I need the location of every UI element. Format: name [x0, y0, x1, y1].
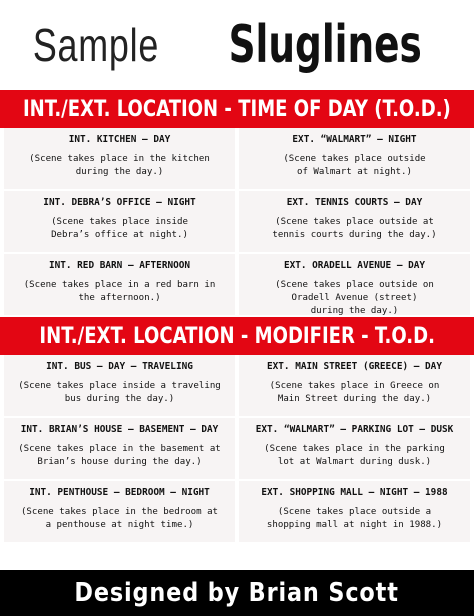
section2-heading: INT./EXT. LOCATION - MODIFIER - T.O.D.	[39, 323, 435, 349]
slug-description: (Scene takes place outside of Walmart at night.)	[283, 154, 426, 177]
slug-description: (Scene takes place in the kitchen during the day.)	[29, 154, 210, 177]
section2-banner	[0, 317, 474, 355]
slug-description: (Scene takes place in the basement at Brian’s house during the day.)	[18, 444, 221, 467]
slug-description: (Scene takes place inside a traveling bus during the day.)	[18, 381, 221, 404]
slug-line: EXT. SHOPPING MALL – NIGHT – 1988	[261, 487, 448, 498]
slug-description: (Scene takes place in Greece on Main Street during the day.)	[269, 381, 440, 404]
slug-description: (Scene takes place outside a shopping mall at night in 1988.)	[266, 507, 443, 530]
title-bold-word: Sluglines	[228, 15, 422, 75]
section1-heading: INT./EXT. LOCATION - TIME OF DAY (T.O.D.)	[23, 96, 451, 122]
slug-line: INT. BRIAN’S HOUSE – BASEMENT – DAY	[20, 424, 219, 435]
slug-card	[239, 191, 470, 254]
slug-line: EXT. “WALMART” – PARKING LOT – DUSK	[255, 424, 454, 435]
slug-card	[239, 254, 470, 317]
section1-banner	[0, 90, 474, 128]
slug-line: EXT. “WALMART” – NIGHT	[292, 134, 417, 145]
slug-card	[4, 481, 235, 544]
slug-card	[4, 254, 235, 317]
slug-line: EXT. ORADELL AVENUE – DAY	[283, 260, 426, 271]
slug-card	[4, 418, 235, 481]
section1-grid	[0, 128, 474, 317]
slug-line: INT. PENTHOUSE – BEDROOM – NIGHT	[29, 487, 210, 498]
slug-line: INT. RED BARN – AFTERNOON	[48, 260, 191, 271]
slug-card	[4, 355, 235, 418]
slug-card	[4, 191, 235, 254]
slug-description: (Scene takes place in a red barn in the afternoon.)	[23, 280, 216, 303]
section2-grid	[0, 355, 474, 544]
slug-card	[239, 481, 470, 544]
slug-card	[4, 128, 235, 191]
title-light-word: Sample	[32, 19, 159, 71]
slug-description: (Scene takes place outside on Oradell Avenue (street) during the day.)	[275, 280, 434, 316]
slug-line: EXT. MAIN STREET (GREECE) – DAY	[267, 361, 442, 372]
slug-line: EXT. TENNIS COURTS – DAY	[286, 197, 423, 208]
slug-description: (Scene takes place in the bedroom at a penthouse at night time.)	[20, 507, 219, 530]
slug-line: INT. BUS – DAY – TRAVELING	[46, 361, 193, 372]
designer-credit: Designed by Brian Scott	[74, 578, 400, 608]
slug-line: INT. DEBRA’S OFFICE – NIGHT	[43, 197, 196, 208]
slug-description: (Scene takes place inside Debra’s office at night.)	[51, 217, 188, 240]
slug-line: INT. KITCHEN – DAY	[68, 134, 171, 145]
slug-card	[239, 128, 470, 191]
credit-footer	[0, 570, 474, 616]
slug-description: (Scene takes place outside at tennis courts during the day.)	[272, 217, 437, 240]
slug-card	[239, 418, 470, 481]
slug-card	[239, 355, 470, 418]
page-title	[0, 0, 474, 90]
slug-description: (Scene takes place in the parking lot at Walmart during dusk.)	[264, 444, 445, 467]
